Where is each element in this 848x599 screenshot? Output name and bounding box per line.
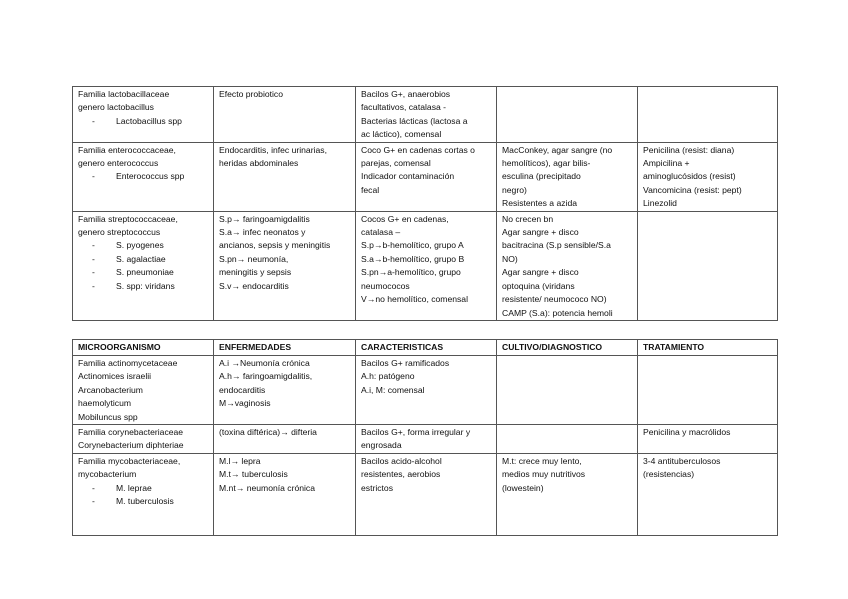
- table-cell: [214, 211, 356, 320]
- cell-line: S.pn→ neumonía,: [219, 253, 289, 264]
- table-bottom: [72, 339, 778, 536]
- cell-line: MacConkey, agar sangre (no: [502, 144, 613, 155]
- cell-line: A.i, M: comensal: [361, 384, 425, 395]
- table-cell: [356, 453, 497, 535]
- cell-line: bacitracina (S.p sensible/S.a: [502, 240, 611, 251]
- cell-line: fecal: [361, 184, 380, 195]
- cell-line: Bacterias lácticas (lactosa a: [361, 115, 468, 126]
- table-cell: [214, 87, 356, 143]
- cell-line: S.pn→a-hemolítico, grupo: [361, 267, 461, 278]
- list-item: [78, 280, 209, 293]
- table-cell: [214, 453, 356, 535]
- table-row: [73, 211, 778, 320]
- table-cell: [638, 211, 778, 320]
- table-top-body: [73, 87, 778, 321]
- cell-line: parejas, comensal: [361, 158, 431, 169]
- header-cell: CULTIVO/DIAGNOSTICO: [497, 340, 638, 356]
- cell-line: genero streptococcus: [78, 227, 161, 238]
- table-cell: [497, 356, 638, 425]
- table-cell: [214, 425, 356, 454]
- table-cell: [638, 87, 778, 143]
- cell-line: engrosada: [361, 440, 402, 451]
- list-item-text: M. leprae: [116, 482, 152, 493]
- table-cell: [214, 142, 356, 211]
- cell-line: Corynebacterium diphteriae: [78, 440, 184, 451]
- cell-line: Efecto probiotico: [219, 89, 284, 99]
- cell-line: S.a→b-hemolítico, grupo B: [361, 253, 465, 264]
- cell-line: S.v→ endocarditis: [219, 280, 289, 291]
- table-row: [73, 87, 778, 143]
- table-cell: [214, 356, 356, 425]
- cell-line: ac láctico), comensal: [361, 129, 442, 140]
- bullet-dash: -: [92, 267, 95, 278]
- cell-line: genero enterococcus: [78, 158, 159, 169]
- cell-line: Bacilos acido-alcohol: [361, 455, 442, 466]
- cell-line: S.p→b-hemolítico, grupo A: [361, 240, 464, 251]
- cell-line: Mobiluncus spp: [78, 411, 138, 422]
- table-cell: [356, 87, 497, 143]
- bullet-dash: -: [92, 171, 95, 182]
- table-cell: [73, 425, 214, 454]
- cell-line: heridas abdominales: [219, 158, 299, 169]
- table-cell: [638, 425, 778, 454]
- bullet-dash: -: [92, 280, 95, 291]
- table-cell: [356, 356, 497, 425]
- bullet-dash: -: [92, 496, 95, 507]
- table-cell: [73, 211, 214, 320]
- list-item: [78, 115, 209, 128]
- list-item-text: S. agalactiae: [116, 253, 166, 264]
- table-cell: [497, 425, 638, 454]
- table-row: [73, 425, 778, 454]
- cell-line: resistentes, aerobios: [361, 469, 441, 480]
- cell-line: Familia streptococcaceae,: [78, 213, 178, 224]
- table-header-row: [73, 340, 778, 356]
- cell-line: A.i →Neumonía crónica: [219, 358, 310, 368]
- list-item-text: S. pneumoniae: [116, 267, 174, 278]
- cell-line: (resistencias): [643, 469, 695, 480]
- table-cell: [638, 356, 778, 425]
- table-cell: [356, 211, 497, 320]
- table-cell: [497, 87, 638, 143]
- cell-line: Familia mycobacteriaceae,: [78, 455, 181, 466]
- table-row: [73, 356, 778, 425]
- cell-line: A.h: patógeno: [361, 371, 415, 382]
- header-cell: MICROORGANISMO: [73, 340, 214, 356]
- cell-line: Coco G+ en cadenas cortas o: [361, 144, 475, 155]
- cell-line: Cocos G+ en cadenas,: [361, 213, 449, 224]
- table-bottom-body: [73, 356, 778, 536]
- header-cell: TRATAMIENTO: [638, 340, 778, 356]
- cell-line: (toxina diftérica)→ difteria: [219, 427, 317, 438]
- cell-line: S.p→ faringoamigdalitis: [219, 213, 310, 224]
- cell-line: genero lactobacillus: [78, 102, 154, 113]
- table-cell: [356, 425, 497, 454]
- cell-line: Familia corynebacteriaceae: [78, 427, 184, 438]
- cell-line: 3-4 antituberculosos: [643, 455, 721, 466]
- cell-line: V→no hemolítico, comensal: [361, 294, 468, 305]
- cell-line: M.nt→ neumonía crónica: [219, 482, 316, 493]
- table-cell: [73, 453, 214, 535]
- cell-line: ancianos, sepsis y meningitis: [219, 240, 331, 251]
- cell-line: M.t→ tuberculosis: [219, 469, 288, 480]
- cell-line: Familia actinomycetaceae: [78, 358, 178, 368]
- cell-line: Bacilos G+, anaerobios: [361, 89, 451, 99]
- table-cell: [638, 142, 778, 211]
- cell-line: hemolíticos), agar bilis-: [502, 158, 591, 169]
- cell-line: CAMP (S.a): potencia hemoli: [502, 307, 613, 318]
- list-item: [78, 170, 209, 183]
- list-item: [78, 482, 209, 495]
- cell-line: M→vaginosis: [219, 398, 271, 409]
- cell-line: S.a→ infec neonatos y: [219, 227, 306, 238]
- table-cell: [497, 142, 638, 211]
- cell-line: negro): [502, 184, 527, 195]
- cell-line: mycobacterium: [78, 469, 137, 480]
- cell-line: resistente/ neumococo NO): [502, 294, 607, 305]
- list-item-text: Lactobacillus spp: [116, 115, 182, 126]
- cell-line: No crecen bn: [502, 213, 554, 224]
- list-item: [78, 239, 209, 252]
- cell-line: Linezolid: [643, 198, 677, 209]
- list-item-text: Enterococcus spp: [116, 171, 185, 182]
- cell-line: facultativos, catalasa -: [361, 102, 447, 113]
- cell-line: catalasa –: [361, 227, 401, 238]
- cell-line: Agar sangre + disco: [502, 267, 579, 278]
- table-cell: [497, 453, 638, 535]
- cell-line: Vancomicina (resist: pept): [643, 184, 742, 195]
- bullet-dash: -: [92, 482, 95, 493]
- cell-line: endocarditis: [219, 384, 266, 395]
- table-cell: [73, 356, 214, 425]
- cell-line: M.t: crece muy lento,: [502, 455, 582, 466]
- table-cell: [73, 142, 214, 211]
- table-row: [73, 142, 778, 211]
- cell-line: Penicilina y macrólidos: [643, 427, 731, 438]
- bullet-dash: -: [92, 240, 95, 251]
- bullet-dash: -: [92, 115, 95, 126]
- list-item-text: S. pyogenes: [116, 240, 164, 251]
- cell-line: haemolyticum: [78, 398, 132, 409]
- table-cell: [356, 142, 497, 211]
- cell-line: optoquina (viridans: [502, 280, 575, 291]
- cell-line: neumococos: [361, 280, 410, 291]
- cell-line: Resistentes a azida: [502, 198, 577, 209]
- bullet-dash: -: [92, 253, 95, 264]
- cell-line: meningitis y sepsis: [219, 267, 292, 278]
- cell-line: Familia enterococcaceae,: [78, 144, 176, 155]
- cell-line: Actinomices israelii: [78, 371, 152, 382]
- cell-line: Agar sangre + disco: [502, 227, 579, 238]
- cell-line: Ampicilina +: [643, 158, 690, 169]
- cell-line: Bacilos G+ ramificados: [361, 358, 450, 368]
- list-item: [78, 495, 209, 508]
- list-item-text: M. tuberculosis: [116, 496, 174, 507]
- table-row: [73, 453, 778, 535]
- header-cell: CARACTERISTICAS: [356, 340, 497, 356]
- list-item: [78, 253, 209, 266]
- table-cell: [638, 453, 778, 535]
- cell-line: Endocarditis, infec urinarias,: [219, 144, 327, 155]
- cell-line: Indicador contaminación: [361, 171, 455, 182]
- table-cell: [497, 211, 638, 320]
- cell-line: A.h→ faringoamigdalitis,: [219, 371, 313, 382]
- table-cell: [73, 87, 214, 143]
- list-item-text: S. spp: viridans: [116, 280, 175, 291]
- cell-line: M.l→ lepra: [219, 455, 261, 466]
- cell-line: Arcanobacterium: [78, 384, 143, 395]
- cell-line: aminoglucósidos (resist): [643, 171, 736, 182]
- cell-line: esculina (precipitado: [502, 171, 581, 182]
- cell-line: Penicilina (resist: diana): [643, 144, 735, 155]
- cell-line: NO): [502, 253, 518, 264]
- cell-line: Familia lactobacillaceae: [78, 89, 170, 99]
- cell-line: estrictos: [361, 482, 393, 493]
- list-item: [78, 266, 209, 279]
- table-top: [72, 86, 778, 321]
- cell-line: (lowestein): [502, 482, 544, 493]
- cell-line: medios muy nutritivos: [502, 469, 586, 480]
- cell-line: Bacilos G+, forma irregular y: [361, 427, 471, 438]
- header-cell: ENFERMEDADES: [214, 340, 356, 356]
